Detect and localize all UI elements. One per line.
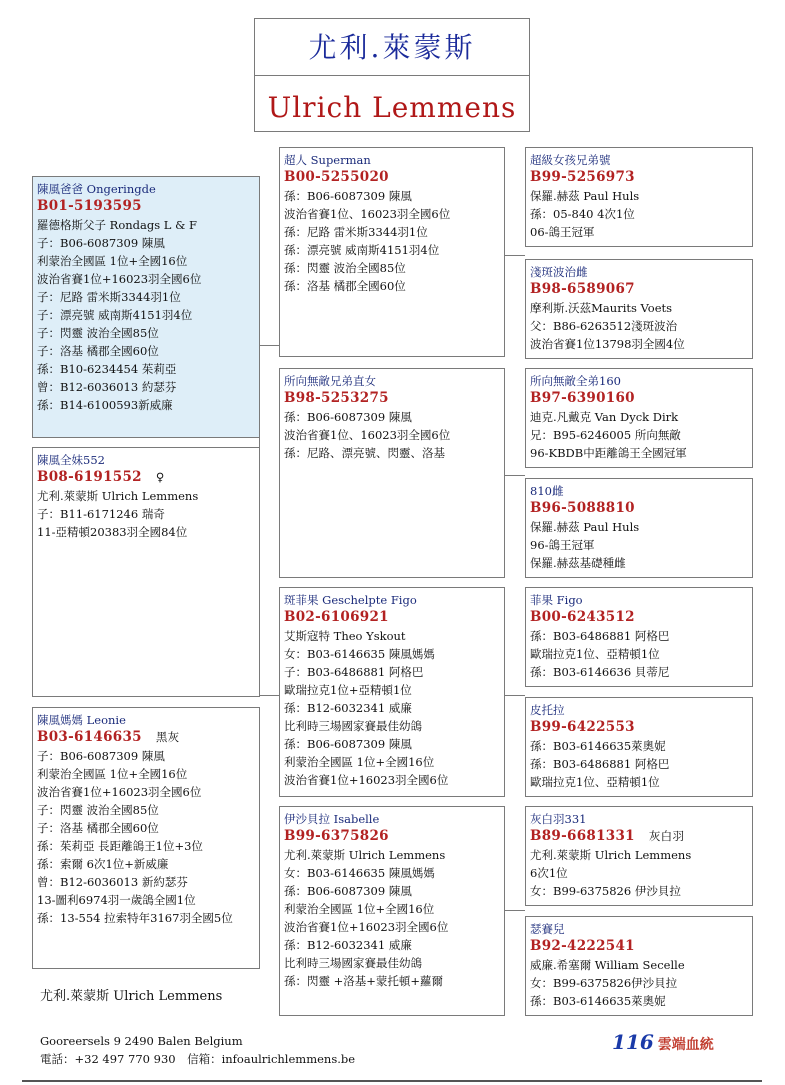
detail-line: 孫：索爾 6次1位+新威廉 xyxy=(37,857,169,871)
pedigree-box-sire xyxy=(32,176,260,438)
detail-line: 利蒙治全國區 1位+全國16位 xyxy=(284,755,435,769)
bird-name: 瑟賽兒 xyxy=(530,922,565,936)
detail-line: 子：洛基 橘郡全國60位 xyxy=(37,344,159,358)
phone-email: 電話：+32 497 770 930 信箱：infoaulrichlemmens.be xyxy=(40,1052,356,1066)
pedigree-box-sdd xyxy=(525,478,753,578)
bird-details xyxy=(530,187,748,241)
detail-line: 子：閃靈 波治全國85位 xyxy=(37,803,159,817)
bottom-divider xyxy=(22,1080,762,1082)
detail-line: 子：漂亮號 威南斯4151羽4位 xyxy=(37,308,193,322)
detail-line: 曾：B12-6036013 約瑟芬 xyxy=(37,380,177,394)
detail-line: 兄：B95-6246005 所向無敵 xyxy=(530,428,681,442)
detail-line: 孫：13-554 拉索特年3167羽全國5位 xyxy=(37,911,233,925)
detail-line: 威廉.希塞爾 William Secelle xyxy=(530,958,685,972)
pedigree-box-dds xyxy=(525,806,753,906)
bird-details xyxy=(530,846,748,900)
detail-line: 波治省賽1位+16023羽全國6位 xyxy=(37,785,202,799)
pedigree-box-dam-sire xyxy=(279,587,505,797)
logo-number: 116 xyxy=(612,1030,654,1054)
bird-details xyxy=(284,408,500,462)
detail-line: 尤利.萊蒙斯 Ulrich Lemmens xyxy=(284,848,446,862)
detail-line: 06-鴿王冠軍 xyxy=(530,225,595,239)
pedigree-box-sds xyxy=(525,368,753,468)
pedigree-box-sibling xyxy=(32,447,260,697)
bird-details xyxy=(37,216,255,414)
detail-line: 孫：B06-6087309 陳風 xyxy=(284,189,412,203)
pedigree-box-dsd xyxy=(525,697,753,797)
ring-number: B99-6422553 xyxy=(530,719,635,735)
ring-number-row xyxy=(530,827,748,846)
bird-name: 斑菲果 Geschelpte Figo xyxy=(284,593,417,607)
detail-line: 孫：洛基 橘郡全國60位 xyxy=(284,279,406,293)
bird-details xyxy=(530,408,748,462)
detail-line: 利蒙治全國區 1位+全國16位 xyxy=(284,902,435,916)
bird-name: 陳風爸爸 Ongeringde xyxy=(37,182,156,196)
ring-number: B01-5193595 xyxy=(37,198,142,214)
pedigree-box-dam-dam xyxy=(279,806,505,1016)
detail-line: 子：B06-6087309 陳風 xyxy=(37,749,165,763)
detail-line: 孫：B12-6032341 威廉 xyxy=(284,701,412,715)
bird-details xyxy=(530,518,748,572)
ring-number: B00-6243512 xyxy=(530,609,635,625)
bird-name: 所向無敵兄弟直女 xyxy=(284,374,376,388)
bird-name: 菲果 Figo xyxy=(530,593,583,607)
detail-line: 比利時三場國家賽最佳幼鴿 xyxy=(284,956,422,970)
bird-details xyxy=(284,846,500,990)
bird-name: 灰白羽331 xyxy=(530,812,587,826)
pedigree-box-ddd xyxy=(525,916,753,1016)
bird-details xyxy=(530,956,748,1010)
detail-line: 羅德格斯父子 Rondags L & F xyxy=(37,218,197,232)
bird-details xyxy=(530,737,748,791)
detail-line: 孫：B03-6146636 貝蒂尼 xyxy=(530,665,670,679)
detail-line: 摩利斯.沃茲Maurits Voets xyxy=(530,301,673,315)
detail-line: 父：B86-6263512淺斑波治 xyxy=(530,319,678,333)
detail-line: 尤利.萊蒙斯 Ulrich Lemmens xyxy=(37,489,199,503)
detail-line: 波治省賽1位13798羽全國4位 xyxy=(530,337,685,351)
bird-details xyxy=(37,487,255,541)
detail-line: 孫：B06-6087309 陳風 xyxy=(284,737,412,751)
detail-line: 13-圖利6974羽一歲鴿全國1位 xyxy=(37,893,196,907)
pedigree-box-dss xyxy=(525,587,753,687)
detail-line: 子：閃靈 波治全國85位 xyxy=(37,326,159,340)
ring-number: B97-6390160 xyxy=(530,390,635,406)
detail-line: 女：B03-6146635 陳風媽媽 xyxy=(284,866,435,880)
detail-line: 孫：B06-6087309 陳風 xyxy=(284,884,412,898)
detail-line: 孫：閃靈 +洛基+蒙托頓+蘿爾 xyxy=(284,974,444,988)
bird-name: 陳風全妹552 xyxy=(37,453,105,467)
detail-line: 波治省賽1位、16023羽全國6位 xyxy=(284,207,451,221)
detail-line: 子：B06-6087309 陳風 xyxy=(37,236,165,250)
bird-details xyxy=(530,627,748,681)
ring-number: B98-5253275 xyxy=(284,390,389,406)
title-english: Ulrich Lemmens xyxy=(267,91,517,124)
detail-line: 孫：B12-6032341 威廉 xyxy=(284,938,412,952)
connector xyxy=(505,695,525,696)
color-note: 黑灰 xyxy=(155,730,180,744)
connector xyxy=(259,345,279,346)
detail-line: 96-KBDB中距離鴿王全國冠軍 xyxy=(530,446,687,460)
connector xyxy=(505,255,525,256)
bird-name: 810雌 xyxy=(530,484,564,498)
pedigree-box-sss xyxy=(525,147,753,247)
detail-line: 歐瑞拉克1位、亞精頓1位 xyxy=(530,647,660,661)
address: Gooreersels 9 2490 Balen Belgium xyxy=(40,1034,243,1048)
detail-line: 女：B99-6375826 伊沙貝拉 xyxy=(530,884,681,898)
detail-line: 比利時三場國家賽最佳幼鴿 xyxy=(284,719,422,733)
detail-line: 艾斯寇特 Theo Yskout xyxy=(284,629,406,643)
detail-line: 子：尼路 雷米斯3344羽1位 xyxy=(37,290,181,304)
ring-number: B00-5255020 xyxy=(284,169,389,185)
bird-details xyxy=(284,187,500,295)
contact-info xyxy=(40,1032,355,1068)
detail-line: 利蒙治全國區 1位+全國16位 xyxy=(37,767,188,781)
pedigree-box-ssd xyxy=(525,259,753,359)
detail-line: 波治省賽1位+16023羽全國6位 xyxy=(284,920,449,934)
detail-line: 子：洛基 橘郡全國60位 xyxy=(37,821,159,835)
detail-line: 尤利.萊蒙斯 Ulrich Lemmens xyxy=(530,848,692,862)
detail-line: 孫：B03-6146635萊奧妮 xyxy=(530,739,666,753)
bird-name: 所向無敵全弟160 xyxy=(530,374,621,388)
bird-name: 超人 Superman xyxy=(284,153,371,167)
title-box xyxy=(254,18,530,132)
detail-line: 歐瑞拉克1位+亞精頓1位 xyxy=(284,683,412,697)
detail-line: 孫：B10-6234454 茱莉亞 xyxy=(37,362,177,376)
detail-line: 6次1位 xyxy=(530,866,568,880)
pedigree-box-dam xyxy=(32,707,260,969)
ring-number: B98-6589067 xyxy=(530,281,635,297)
connector xyxy=(505,910,525,911)
detail-line: 孫：漂亮號 威南斯4151羽4位 xyxy=(284,243,440,257)
detail-line: 孫：茱莉亞 長距離鴿王1位+3位 xyxy=(37,839,203,853)
logo xyxy=(612,1030,714,1054)
ring-number-row xyxy=(37,728,255,747)
owner-name: 尤利.萊蒙斯 Ulrich Lemmens xyxy=(40,989,223,1004)
pedigree-box-sire-sire xyxy=(279,147,505,357)
ring-number: B03-6146635 xyxy=(37,729,142,745)
detail-line: 96-鴿王冠軍 xyxy=(530,538,595,552)
bird-name: 伊沙貝拉 Isabelle xyxy=(284,812,380,826)
detail-line: 波治省賽1位+16023羽全國6位 xyxy=(37,272,202,286)
ring-number: B08-6191552 xyxy=(37,469,142,485)
detail-line: 孫：尼路 雷米斯3344羽1位 xyxy=(284,225,428,239)
ring-number: B02-6106921 xyxy=(284,609,389,625)
detail-line: 11-亞精頓20383羽全國84位 xyxy=(37,525,188,539)
bird-details xyxy=(284,627,500,789)
detail-line: 子：B11-6171246 瑞奇 xyxy=(37,507,165,521)
detail-line: 女：B99-6375826伊沙貝拉 xyxy=(530,976,678,990)
ring-number: B99-6375826 xyxy=(284,828,389,844)
bird-details xyxy=(37,747,255,927)
pedigree-box-sire-dam xyxy=(279,368,505,578)
detail-line: 孫：閃靈 波治全國85位 xyxy=(284,261,406,275)
detail-line: 孫：05-840 4次1位 xyxy=(530,207,635,221)
detail-line: 保羅.赫茲基礎種雌 xyxy=(530,556,626,570)
ring-number: B99-5256973 xyxy=(530,169,635,185)
title-chinese: 尤利.萊蒙斯 xyxy=(255,19,529,76)
ring-number: B96-5088810 xyxy=(530,500,635,516)
bird-name: 陳風媽媽 Leonie xyxy=(37,713,126,727)
bird-details xyxy=(530,299,748,353)
detail-line: 波治省賽1位+16023羽全國6位 xyxy=(284,773,449,787)
detail-line: 保羅.赫茲 Paul Huls xyxy=(530,520,640,534)
connector xyxy=(259,695,279,696)
detail-line: 孫：B03-6486881 阿格巴 xyxy=(530,629,670,643)
detail-line: 迪克.凡戴克 Van Dyck Dirk xyxy=(530,410,679,424)
detail-line: 曾：B12-6036013 新約瑟芬 xyxy=(37,875,188,889)
bird-name: 皮托拉 xyxy=(530,703,565,717)
ring-number: B92-4222541 xyxy=(530,938,635,954)
detail-line: 保羅.赫茲 Paul Huls xyxy=(530,189,640,203)
detail-line: 孫：尼路、漂亮號、閃靈、洛基 xyxy=(284,446,445,460)
detail-line: 孫：B03-6486881 阿格巴 xyxy=(530,757,670,771)
detail-line: 女：B03-6146635 陳風媽媽 xyxy=(284,647,435,661)
connector xyxy=(505,475,525,476)
detail-line: 波治省賽1位、16023羽全國6位 xyxy=(284,428,451,442)
color-note: 灰白羽 xyxy=(648,829,685,843)
bird-name: 淺斑波治雌 xyxy=(530,265,588,279)
ring-number-row xyxy=(37,468,255,487)
ring-number: B89-6681331 xyxy=(530,828,635,844)
detail-line: 孫：B03-6146635萊奧妮 xyxy=(530,994,666,1008)
detail-line: 利蒙治全國區 1位+全國16位 xyxy=(37,254,188,268)
sex-symbol: ♀ xyxy=(155,470,165,484)
bird-name: 超級女孩兄弟號 xyxy=(530,153,611,167)
detail-line: 孫：B06-6087309 陳風 xyxy=(284,410,412,424)
detail-line: 歐瑞拉克1位、亞精頓1位 xyxy=(530,775,660,789)
detail-line: 子：B03-6486881 阿格巴 xyxy=(284,665,424,679)
logo-text: 雲端血統 xyxy=(657,1037,714,1053)
detail-line: 孫：B14-6100593新威廉 xyxy=(37,398,173,412)
